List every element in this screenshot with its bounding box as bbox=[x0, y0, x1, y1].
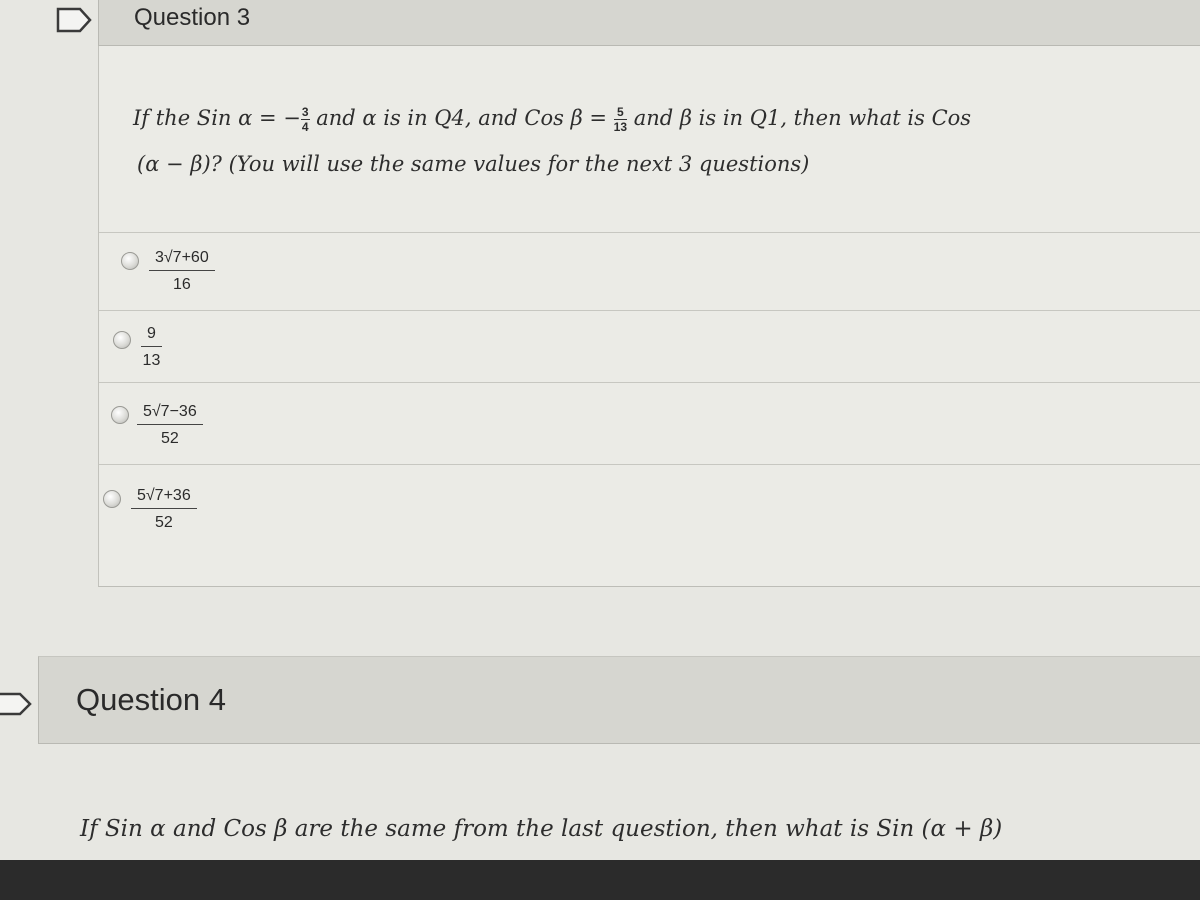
option-4-fraction: $\frac{5√7+36}{52}$ bbox=[131, 488, 197, 531]
question-4-text: If Sin α and Cos β are the same from the last question, then what is Sin (α + β) bbox=[80, 816, 1003, 842]
question-3-text-part2: and α is in Q4, and Cos β = bbox=[309, 106, 614, 130]
divider bbox=[99, 382, 1200, 383]
radio-option-1[interactable] bbox=[121, 252, 139, 270]
question-3-text-line2: (α − β)? (You will use the same values for the next 3 questions) bbox=[137, 152, 810, 176]
cos-beta-fraction: $\frac{5}{13}$ bbox=[613, 105, 628, 134]
screen-bezel bbox=[0, 860, 1200, 900]
radio-option-4[interactable] bbox=[103, 490, 121, 508]
question-3-text-line1 bbox=[133, 106, 971, 133]
sin-alpha-fraction: $\frac{3}{4}$ bbox=[301, 105, 309, 134]
option-3-fraction: $\frac{5√7-36}{52}$ bbox=[137, 404, 203, 447]
question-4-title: Question 4 bbox=[76, 682, 226, 717]
divider bbox=[99, 464, 1200, 465]
question-3-body bbox=[98, 46, 1200, 587]
radio-option-2[interactable] bbox=[113, 331, 131, 349]
flag-question-4-icon[interactable] bbox=[0, 690, 36, 718]
question-3-title: Question 3 bbox=[134, 4, 251, 31]
question-3-text-part3: and β is in Q1, then what is Cos bbox=[627, 106, 972, 130]
divider bbox=[99, 232, 1200, 233]
flag-question-3-icon[interactable] bbox=[54, 5, 94, 35]
radio-option-3[interactable] bbox=[111, 406, 129, 424]
option-1-fraction: $\frac{3√7+60}{16}$ bbox=[149, 250, 215, 293]
divider bbox=[99, 310, 1200, 311]
question-3-text-part1: If the Sin α = − bbox=[133, 106, 301, 130]
option-2-fraction: $\frac{9}{13}$ bbox=[142, 325, 161, 369]
question-3-header bbox=[98, 0, 1200, 46]
question-4-header bbox=[38, 656, 1200, 744]
